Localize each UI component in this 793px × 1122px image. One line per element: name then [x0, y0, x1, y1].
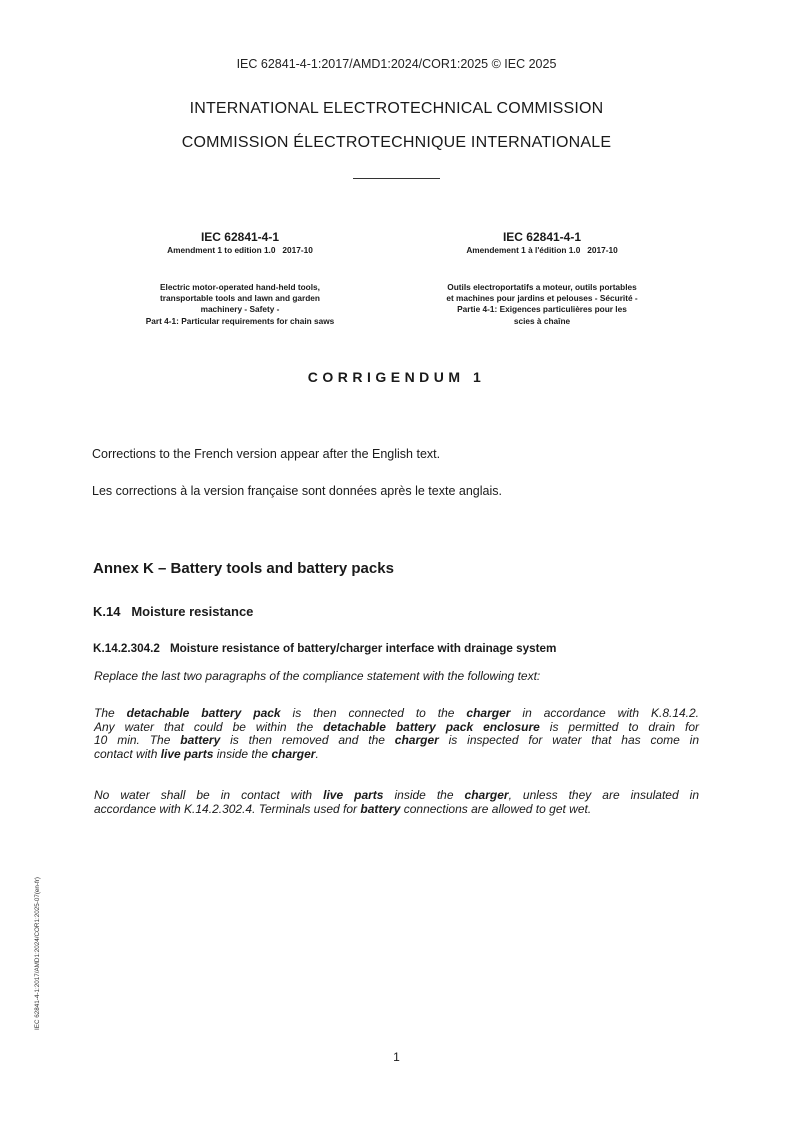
text-line: The detachable battery pack is then connected to the charger in accordance with K.8.14.2.: [94, 706, 700, 720]
corrigendum-heading: CORRIGENDUM 1: [307, 369, 486, 385]
text-line: Any water that could be within the detachable battery pack enclosure is permitted to drain for: [94, 719, 700, 734]
replacement-paragraph-1: [94, 707, 699, 761]
standard-number-fr: IEC 62841-4-1: [502, 230, 582, 244]
title-line: transportable tools and lawn and garden: [160, 293, 320, 304]
document-reference: IEC 62841-4-1:2017/AMD1:2024/COR1:2025 © IEC 2025: [236, 57, 557, 71]
text-line: accordance with K.14.2.302.4. Terminals used for battery connections are allowed to get wet.: [94, 801, 592, 816]
subsection-number: K.14.2.304.2: [93, 642, 160, 655]
header-divider: [353, 178, 440, 179]
title-line: et machines pour jardins et pelouses - Sécurité -: [446, 293, 638, 304]
subsection-title: Moisture resistance of battery/charger interface with drainage system: [169, 642, 557, 655]
note-english: Corrections to the French version appear after the English text.: [92, 447, 441, 461]
replacement-paragraph-2: [94, 789, 699, 816]
note-french: Les corrections à la version française sont données après le texte anglais.: [92, 484, 502, 498]
title-line: Outils electroportatifs a moteur, outils portables: [447, 282, 637, 292]
page-number: 1: [393, 1050, 400, 1064]
title-line: Partie 4-1: Exigences particulières pour les: [457, 304, 627, 315]
title-line: Electric motor-operated hand-held tools,: [160, 282, 320, 292]
title-line: machinery - Safety -: [200, 304, 280, 315]
section-heading: [93, 604, 253, 619]
standard-title-en: [100, 282, 380, 327]
text-line: contact with live parts inside the charger.: [94, 746, 319, 761]
organization-name-fr: COMMISSION ÉLECTROTECHNIQUE INTERNATIONALE: [181, 134, 612, 151]
standard-number-en: IEC 62841-4-1: [200, 230, 280, 244]
organization-name-en: INTERNATIONAL ELECTROTECHNICAL COMMISSION: [189, 100, 604, 117]
text-line: 10 min. The battery is then removed and the charger is inspected for water that has come in: [94, 733, 700, 748]
subsection-heading: [93, 642, 556, 655]
title-line: scies à chaîne: [513, 315, 571, 326]
amendment-line-fr: Amendement 1 à l'édition 1.0 2017-10: [466, 245, 618, 255]
section-number: K.14: [93, 604, 121, 619]
annex-heading: Annex K – Battery tools and battery packs: [93, 560, 394, 577]
text-line: No water shall be in contact with live parts inside the charger, unless they are insulated in: [94, 788, 699, 802]
standard-title-fr: [402, 282, 682, 327]
section-title: Moisture resistance: [131, 604, 254, 619]
amendment-line-en: Amendment 1 to edition 1.0 2017-10: [167, 245, 313, 255]
title-line: Part 4-1: Particular requirements for chain saws: [145, 315, 335, 326]
instruction-text: Replace the last two paragraphs of the compliance statement with the following text:: [94, 669, 541, 683]
side-document-reference: IEC 62841-4-1:2017/AMD1:2024/COR1:2025-07(en-fr): [34, 877, 41, 1030]
